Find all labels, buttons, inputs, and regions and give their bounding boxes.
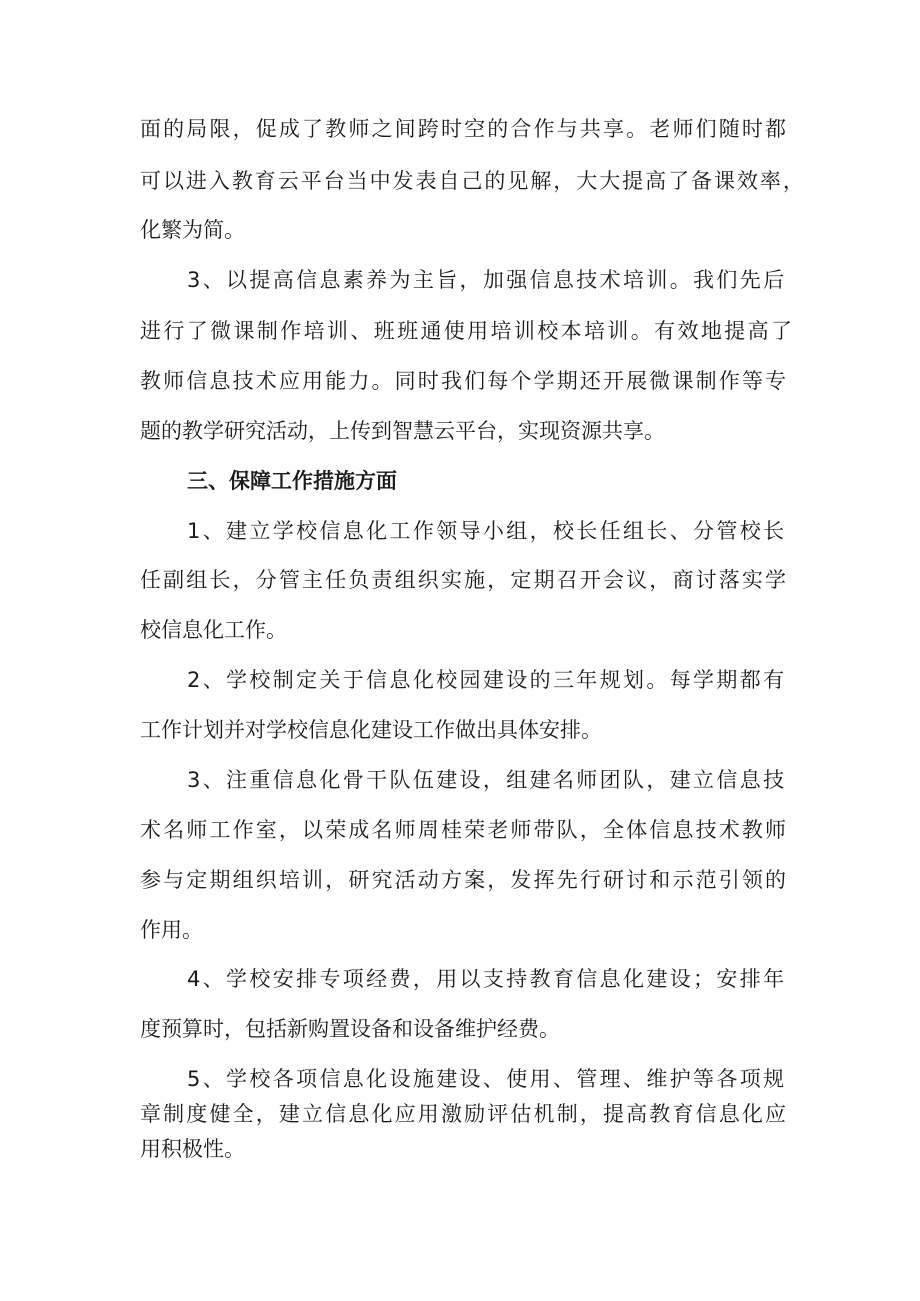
text-line: 1、建立学校信息化工作领导小组，校长任组长、分管校长 bbox=[187, 519, 787, 543]
text-line: 4、学校安排专项经费，用以支持教育信息化建设；安排年 bbox=[187, 967, 787, 991]
text-line: 3、注重信息化骨干队伍建设，组建名师团队，建立信息技 bbox=[187, 768, 787, 792]
text-line: 章制度健全，建立信息化应用激励评估机制，提高教育信息化应 bbox=[140, 1102, 789, 1126]
text-line: 面的局限，促成了教师之间跨时空的合作与共享。老师们随时都 bbox=[140, 117, 789, 141]
text-line: 作用。 bbox=[140, 918, 203, 942]
text-line: 可以进入教育云平台当中发表自己的见解，大大提高了备课效率， bbox=[140, 169, 806, 193]
text-line: 题的教学研究活动，上传到智慧云平台，实现资源共享。 bbox=[140, 419, 665, 443]
text-line: 2、学校制定关于信息化校园建设的三年规划。每学期都有 bbox=[187, 668, 787, 692]
section-heading: 三、保障工作措施方面 bbox=[187, 469, 397, 493]
text-line: 5、学校各项信息化设施建设、使用、管理、维护等各项规 bbox=[187, 1067, 787, 1091]
text-line: 教师信息技术应用能力。同时我们每个学期还开展微课制作等专 bbox=[140, 369, 789, 393]
text-line: 术名师工作室，以荣成名师周桂荣老师带队，全体信息技术教师 bbox=[140, 818, 789, 842]
text-line: 进行了微课制作培训、班班通使用培训校本培训。有效地提高了 bbox=[140, 319, 795, 343]
text-line: 校信息化工作。 bbox=[140, 618, 287, 642]
text-line: 任副组长，分管主任负责组织实施，定期召开会议，商讨落实学 bbox=[140, 568, 789, 592]
text-line: 度预算时，包括新购置设备和设备维护经费。 bbox=[140, 1017, 560, 1041]
text-line: 参与定期组织培训，研究活动方案，发挥先行研讨和示范引领的 bbox=[140, 868, 789, 892]
text-line: 3、以提高信息素养为主旨，加强信息技术培训。我们先后 bbox=[187, 268, 787, 292]
text-line: 工作计划并对学校信息化建设工作做出具体安排。 bbox=[140, 718, 602, 742]
text-line: 化繁为简。 bbox=[140, 218, 245, 242]
text-line: 用积极性。 bbox=[140, 1137, 245, 1161]
